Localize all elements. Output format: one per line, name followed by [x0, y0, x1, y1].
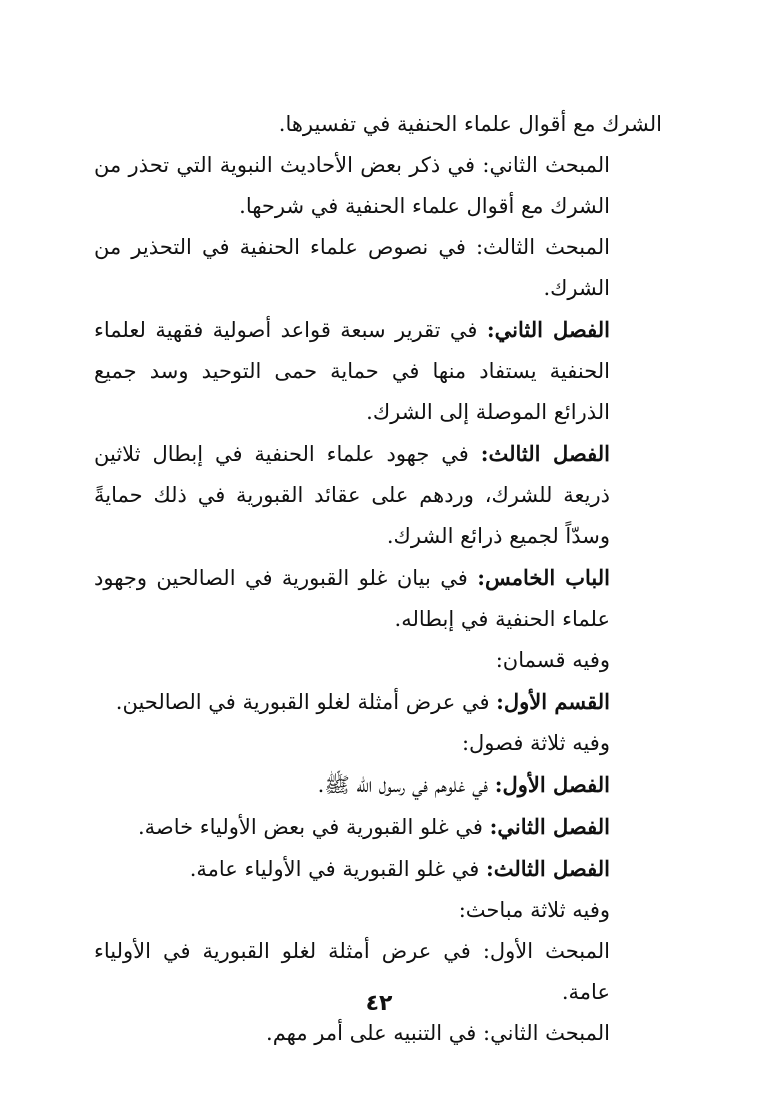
outline-line: المبحث الثاني: في التنبيه على أمر مهم. [266, 1021, 610, 1045]
paragraph: المبحث الثالث: في نصوص علماء الحنفية في التحذير من الشرك. [94, 235, 610, 300]
outline-line: وفيه قسمان: [495, 648, 610, 672]
paragraph: الفصل الثاني: في تقرير سبعة قواعد أصولية فقهية لعلماء الحنفية يستفاد منها في حماية حمى التوحيد وسد جميع الذرائع الموصلة إلى الشرك. [94, 317, 610, 424]
paragraph-lead: المبحث الثاني: [482, 153, 610, 177]
paragraph: الشرك مع أقوال علماء الحنفية في تفسيرها. [278, 112, 662, 136]
paragraph-lead: الفصل الثاني: [486, 317, 610, 342]
paragraph: الفصل الثالث: في جهود علماء الحنفية في إبطال ثلاثين ذريعة للشرك، وردهم على عقائد القبورية في ذلك حمايةً وسدّاً لجميع ذرائع الشرك. [94, 441, 610, 548]
outline-line: وفيه ثلاثة مباحث: [458, 898, 610, 922]
page-number: ٤٢ [365, 991, 393, 1016]
outline-line: الفصل الثالث: في غلو القبورية في الأولياء عامة. [189, 856, 610, 881]
outline-line: المبحث الأول: في عرض أمثلة لغلو القبورية في الأولياء عامة. [94, 939, 610, 1004]
outline-line: وفيه ثلاثة فصول: [461, 731, 610, 755]
paragraph: المبحث الثاني: في ذكر بعض الأحاديث النبوية التي تحذر من الشرك مع أقوال علماء الحنفية في شرحها. [94, 153, 610, 218]
paragraph-lead: الباب الخامس: [477, 565, 610, 590]
outline-line: الفصل الثاني: في غلو القبورية في بعض الأولياء خاصة. [137, 814, 610, 839]
paragraph-lead: المبحث الثالث: [475, 235, 610, 259]
page-body [94, 104, 662, 1054]
outline-line: الفصل الأول: في غلوهم في رسول الله ﷺ. [317, 772, 610, 797]
paragraph: الباب الخامس: في بيان غلو القبورية في الصالحين وجهود علماء الحنفية في إبطاله. [94, 565, 610, 631]
paragraph-lead: الفصل الثالث: [480, 441, 610, 466]
outline-line: القسم الأول: في عرض أمثلة لغلو القبورية في الصالحين. [115, 689, 610, 714]
